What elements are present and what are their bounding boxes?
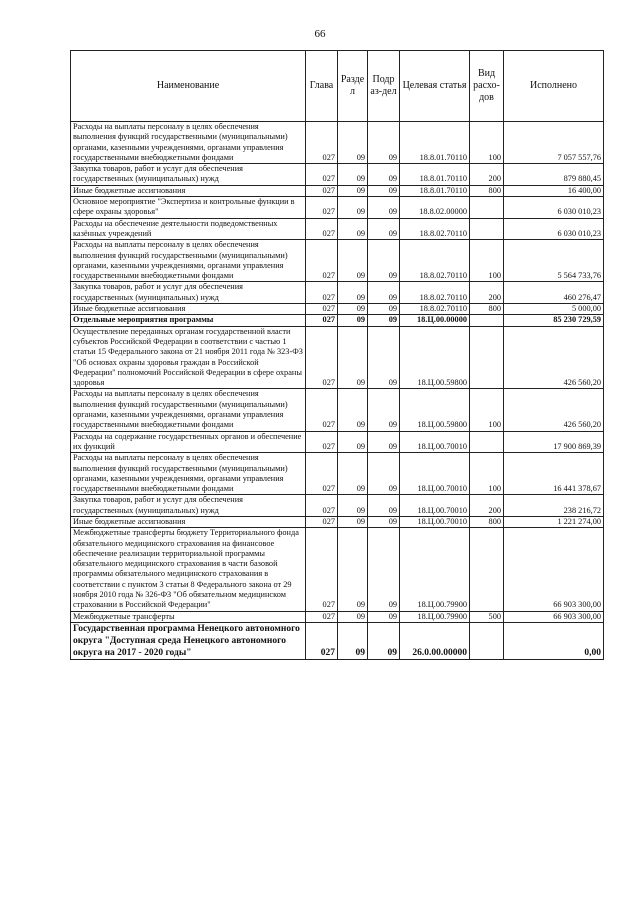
table-row	[71, 282, 604, 304]
row-glava: 027	[306, 611, 338, 622]
table-row	[71, 453, 604, 495]
row-name: Государственная программа Ненецкого автономного округа "Доступная среда Ненецкого автономного округа на 2017 - 2020 годы"	[71, 622, 306, 659]
row-target-article: 18.8.02.70110	[400, 304, 470, 315]
row-name: Расходы на выплаты персоналу в целях обеспечения выполнения функций государственными (муниципальными) органами, казенными учреждениями, органами управления государственными внебюджетными фондами	[71, 453, 306, 495]
row-glava: 027	[306, 453, 338, 495]
row-glava: 027	[306, 516, 338, 527]
table-header-row	[71, 51, 604, 122]
table-row	[71, 185, 604, 196]
row-expense-type: 200	[470, 495, 504, 517]
row-name: Межбюджетные трансферты бюджету Территориального фонда обязательного медицинского страхования на финансовое обеспечение реализации территориальной программы обязательного медицинского страхования в части базовой программы обязательного медицинского страхования в соответствии с пунктом 3 статьи 8 Федерального закона от 29 ноября 2010 года № 326-ФЗ "Об обязательном медицинском страховании в Российской Федерации"	[71, 528, 306, 611]
row-target-article: 18.8.02.70110	[400, 282, 470, 304]
row-target-article: 18.Ц.00.70010	[400, 516, 470, 527]
row-razdel: 09	[338, 611, 368, 622]
row-podrazdel: 09	[368, 240, 400, 282]
table-row	[71, 611, 604, 622]
row-razdel: 09	[338, 326, 368, 389]
row-expense-type	[470, 431, 504, 453]
row-razdel: 09	[338, 528, 368, 611]
row-podrazdel: 09	[368, 622, 400, 659]
row-podrazdel: 09	[368, 453, 400, 495]
table-row	[71, 326, 604, 389]
row-podrazdel: 09	[368, 304, 400, 315]
row-executed: 66 903 300,00	[504, 611, 604, 622]
header-target-article: Целевая статья	[400, 51, 470, 122]
row-expense-type	[470, 622, 504, 659]
table-row	[71, 389, 604, 431]
row-name: Иные бюджетные ассигнования	[71, 185, 306, 196]
row-podrazdel: 09	[368, 495, 400, 517]
row-glava: 027	[306, 197, 338, 219]
row-expense-type	[470, 315, 504, 326]
row-expense-type	[470, 218, 504, 240]
row-razdel: 09	[338, 304, 368, 315]
row-executed: 426 560,20	[504, 389, 604, 431]
row-expense-type: 200	[470, 282, 504, 304]
row-razdel: 09	[338, 122, 368, 164]
table-row	[71, 315, 604, 326]
table-row	[71, 240, 604, 282]
row-razdel: 09	[338, 622, 368, 659]
row-target-article: 18.8.01.70110	[400, 122, 470, 164]
row-razdel: 09	[338, 431, 368, 453]
row-name: Закупка товаров, работ и услуг для обеспечения государственных (муниципальных) нужд	[71, 282, 306, 304]
row-glava: 027	[306, 218, 338, 240]
row-expense-type: 100	[470, 389, 504, 431]
row-glava: 027	[306, 185, 338, 196]
row-target-article: 18.8.01.70110	[400, 185, 470, 196]
row-target-article: 18.Ц.00.59800	[400, 326, 470, 389]
row-name: Расходы на выплаты персоналу в целях обеспечения выполнения функций государственными (муниципальными) органами, казенными учреждениями, органами управления государственными внебюджетными фондами	[71, 122, 306, 164]
header-podrazdel: Подр аз-дел	[368, 51, 400, 122]
row-name: Осуществление переданных органам государственной власти субъектов Российской Федерации в соответствии с частью 1 статьи 15 Федерального закона от 21 ноября 2011 года № 323-ФЗ "Об основах охраны здоровья граждан в Российской Федерации" полномочий Российской Федерации в сфере охраны здоровья	[71, 326, 306, 389]
row-expense-type: 800	[470, 516, 504, 527]
row-target-article: 18.Ц.00.79900	[400, 528, 470, 611]
row-podrazdel: 09	[368, 431, 400, 453]
row-name: Закупка товаров, работ и услуг для обеспечения государственных (муниципальных) нужд	[71, 164, 306, 186]
row-target-article: 18.Ц.00.79900	[400, 611, 470, 622]
row-executed: 17 900 869,39	[504, 431, 604, 453]
row-executed: 460 276,47	[504, 282, 604, 304]
table-row	[71, 431, 604, 453]
row-name: Иные бюджетные ассигнования	[71, 516, 306, 527]
row-glava: 027	[306, 431, 338, 453]
header-expense-type: Вид расхо-дов	[470, 51, 504, 122]
row-name: Иные бюджетные ассигнования	[71, 304, 306, 315]
table-row	[71, 495, 604, 517]
row-glava: 027	[306, 164, 338, 186]
row-expense-type: 100	[470, 240, 504, 282]
row-executed: 6 030 010,23	[504, 197, 604, 219]
row-razdel: 09	[338, 282, 368, 304]
table-row	[71, 122, 604, 164]
page-number: 66	[314, 28, 326, 40]
budget-table	[70, 50, 604, 660]
row-executed: 426 560,20	[504, 326, 604, 389]
table-row	[71, 528, 604, 611]
row-target-article: 18.8.01.70110	[400, 164, 470, 186]
row-podrazdel: 09	[368, 389, 400, 431]
row-razdel: 09	[338, 453, 368, 495]
row-glava: 027	[306, 326, 338, 389]
row-target-article: 18.Ц.00.70010	[400, 453, 470, 495]
row-executed: 16 441 378,67	[504, 453, 604, 495]
table-row	[71, 516, 604, 527]
row-expense-type: 200	[470, 164, 504, 186]
row-podrazdel: 09	[368, 528, 400, 611]
row-glava: 027	[306, 282, 338, 304]
table-row	[71, 304, 604, 315]
row-target-article: 18.8.02.70110	[400, 218, 470, 240]
row-executed: 5 564 733,76	[504, 240, 604, 282]
row-podrazdel: 09	[368, 122, 400, 164]
row-name: Закупка товаров, работ и услуг для обеспечения государственных (муниципальных) нужд	[71, 495, 306, 517]
row-expense-type	[470, 197, 504, 219]
header-razdel: Разде л	[338, 51, 368, 122]
row-target-article: 18.Ц.00.00000	[400, 315, 470, 326]
row-razdel: 09	[338, 495, 368, 517]
row-executed: 66 903 300,00	[504, 528, 604, 611]
row-razdel: 09	[338, 516, 368, 527]
row-glava: 027	[306, 304, 338, 315]
row-target-article: 18.8.02.70110	[400, 240, 470, 282]
row-podrazdel: 09	[368, 164, 400, 186]
row-podrazdel: 09	[368, 516, 400, 527]
row-executed: 85 230 729,59	[504, 315, 604, 326]
row-podrazdel: 09	[368, 315, 400, 326]
row-executed: 16 400,00	[504, 185, 604, 196]
row-razdel: 09	[338, 197, 368, 219]
row-executed: 7 057 557,76	[504, 122, 604, 164]
row-executed: 879 880,45	[504, 164, 604, 186]
row-podrazdel: 09	[368, 611, 400, 622]
row-razdel: 09	[338, 185, 368, 196]
row-target-article: 26.0.00.00000	[400, 622, 470, 659]
row-glava: 027	[306, 389, 338, 431]
row-executed: 6 030 010,23	[504, 218, 604, 240]
row-podrazdel: 09	[368, 282, 400, 304]
header-executed: Исполнено	[504, 51, 604, 122]
row-executed: 0,00	[504, 622, 604, 659]
row-expense-type: 100	[470, 122, 504, 164]
row-podrazdel: 09	[368, 185, 400, 196]
table-row	[71, 218, 604, 240]
row-razdel: 09	[338, 218, 368, 240]
row-name: Расходы на содержание государственных органов и обеспечение их функций	[71, 431, 306, 453]
row-target-article: 18.Ц.00.70010	[400, 495, 470, 517]
row-name: Основное мероприятие "Экспертиза и контрольные функции в сфере охраны здоровья"	[71, 197, 306, 219]
row-name: Отдельные мероприятия программы	[71, 315, 306, 326]
row-target-article: 18.Ц.00.70010	[400, 431, 470, 453]
row-glava: 027	[306, 122, 338, 164]
row-name: Расходы на выплаты персоналу в целях обеспечения выполнения функций государственными (муниципальными) органами, казенными учреждениями, органами управления государственными внебюджетными фондами	[71, 389, 306, 431]
row-expense-type	[470, 528, 504, 611]
row-expense-type: 500	[470, 611, 504, 622]
row-target-article: 18.Ц.00.59800	[400, 389, 470, 431]
row-razdel: 09	[338, 389, 368, 431]
row-razdel: 09	[338, 315, 368, 326]
header-name: Наименование	[71, 51, 306, 122]
table-row	[71, 164, 604, 186]
row-expense-type: 100	[470, 453, 504, 495]
row-glava: 027	[306, 240, 338, 282]
row-glava: 027	[306, 622, 338, 659]
row-podrazdel: 09	[368, 218, 400, 240]
row-target-article: 18.8.02.00000	[400, 197, 470, 219]
row-name: Расходы на обеспечение деятельности подведомственных казённых учреждений	[71, 218, 306, 240]
table-row	[71, 197, 604, 219]
row-razdel: 09	[338, 240, 368, 282]
table-row	[71, 622, 604, 659]
row-podrazdel: 09	[368, 197, 400, 219]
row-glava: 027	[306, 528, 338, 611]
row-expense-type: 800	[470, 185, 504, 196]
row-name: Расходы на выплаты персоналу в целях обеспечения выполнения функций государственными (муниципальными) органами, казенными учреждениями, органами управления государственными внебюджетными фондами	[71, 240, 306, 282]
row-podrazdel: 09	[368, 326, 400, 389]
row-glava: 027	[306, 315, 338, 326]
row-name: Межбюджетные трансферты	[71, 611, 306, 622]
row-executed: 1 221 274,00	[504, 516, 604, 527]
row-executed: 238 216,72	[504, 495, 604, 517]
row-expense-type: 800	[470, 304, 504, 315]
row-glava: 027	[306, 495, 338, 517]
row-razdel: 09	[338, 164, 368, 186]
row-executed: 5 000,00	[504, 304, 604, 315]
row-expense-type	[470, 326, 504, 389]
header-glava: Глава	[306, 51, 338, 122]
